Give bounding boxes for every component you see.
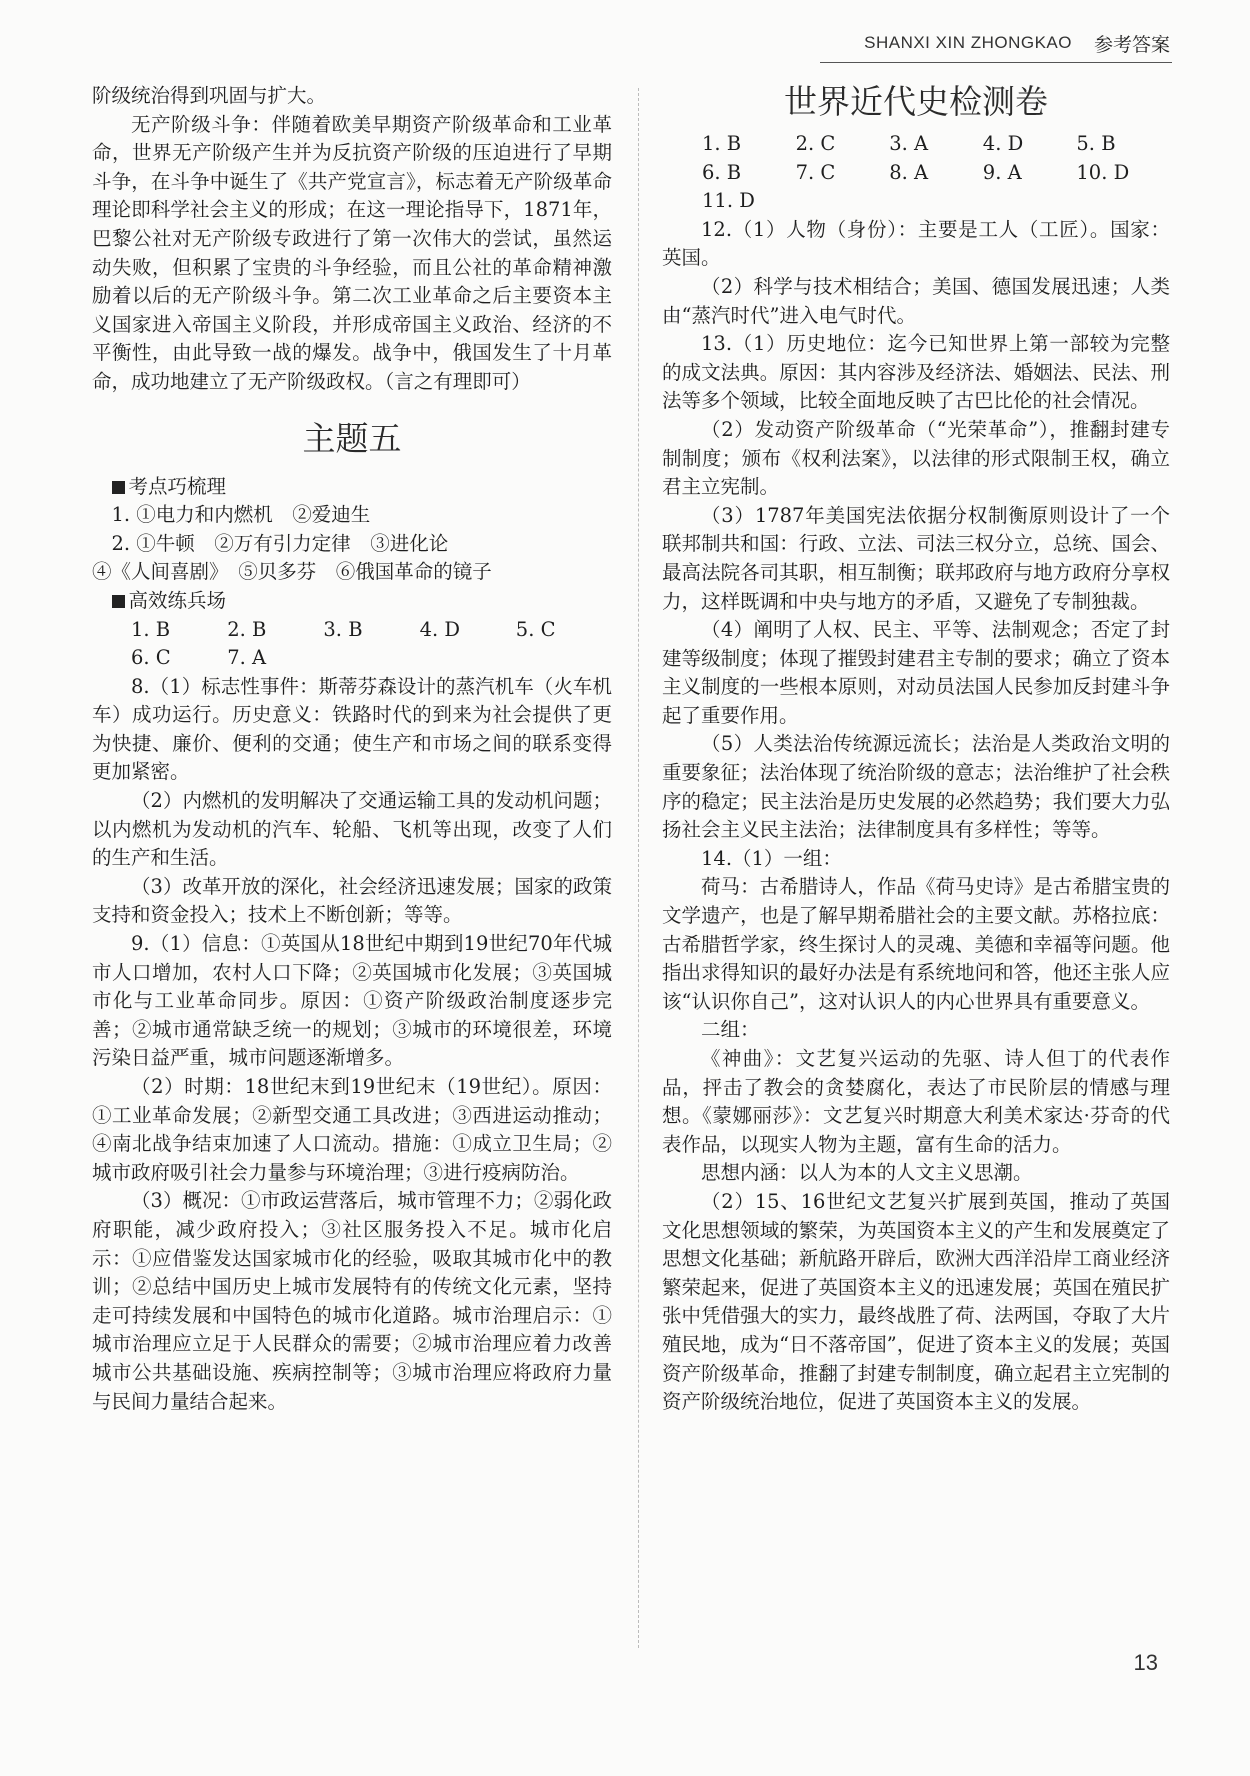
answer-k2b: ④《人间喜剧》 ⑤贝多芬 ⑥俄国革命的镜子 [92,560,492,584]
answer-q14-2: （2）15、16世纪文艺复兴扩展到英国，推动了英国文化思想领域的繁荣，为英国资本主义的产生和发展奠定了思想文化基础；新航路开辟后，欧洲大西洋沿岸工商业经济繁荣起来，促进了英国资本主义的迅速发展；英国在殖民扩张中凭借强大的实力，最终战胜了荷、法两国，夺取了大片殖民地，成为“日不落帝国”，促进了资本主义的发展；英国资产阶级革命，推翻了封建专制制度，确立起君主立宪制的资产阶级统治地位，促进了英国资本主义的发展。 [662,1189,1170,1414]
left-column [92,82,612,1416]
answer-q14-1: 14.（1）一组： [701,846,842,870]
mc-answer: 3. A [889,132,929,155]
paragraph-intro: 阶级统治得到巩固与扩大。 [92,84,327,107]
square-bullet-icon [112,595,125,608]
mc-answer: 7. C [795,160,836,184]
mc-answer: 6. B [702,160,742,184]
series-name: SHANXI XIN ZHONGKAO [864,33,1072,52]
page-number: 13 [1133,1650,1158,1675]
subheading-practice [92,587,612,616]
answer-q13-4: （4）阐明了人权、民主、平等、法制观念；否定了封建等级制度；体现了摧毁封建君主专制的要求；确立了资本主义制度的一些根本原则，对动员法国人民参加反封建斗争起了重要作用。 [662,618,1170,727]
mc-row-1 [662,130,1170,159]
answer-k2a: 2. ①牛顿 ②万有引力定律 ③进化论 [111,531,449,555]
mc-answer: 8. A [889,160,929,184]
subheading-review [92,473,612,502]
mc-answer: 5. C [515,617,556,641]
mc-answer: 3. B [323,617,363,641]
answer-q12-2: （2）科学与技术相结合；美国、德国发展迅速；人类由“蒸汽时代”进入电气时代。 [662,274,1170,327]
answer-q13-2: （2）发动资产阶级革命（“光荣革命”），推翻封建专制制度；颁布《权利法案》，以法律的形式限制王权，确立君主立宪制。 [662,417,1170,499]
answer-q14-group2: 二组： [701,1018,760,1042]
square-bullet-icon [112,481,125,494]
answer-q8-2: （2）内燃机的发明解决了交通运输工具的发动机问题；以内燃机为发动机的汽车、轮船、飞机等出现，改变了人们的生产和生活。 [92,789,612,870]
answer-q14-dante: 《神曲》：文艺复兴运动的先驱、诗人但丁的代表作品，抨击了教会的贪婪腐化，表达了市民阶层的情感与理想。《蒙娜丽莎》：文艺复兴时期意大利美术家达·芬奇的代表作品，以现实人物为主题，富有生命的活力。 [662,1047,1170,1156]
mc-answer: 1. B [702,132,742,155]
answer-q8-3: （3）改革开放的深化，社会经济迅速发展；国家的政策支持和资金投入；技术上不断创新；等等。 [92,874,612,927]
mc-answer: 6. C [131,646,171,670]
mc-answer: 5. B [1076,132,1116,155]
subheading-review-label: 考点巧梳理 [128,474,227,498]
answer-q9-1: 9.（1）信息：①英国从18世纪中期到19世纪70年代城市人口增加，农村人口下降；②英国城市化发展；③英国城市化与工业革命同步。原因：①资产阶级政治制度逐步完善；②城市通常缺乏统一的规划；③城市的环境很差，环境污染日益严重，城市问题逐渐增多。 [92,932,612,1070]
answer-q13-1: 13.（1）历史地位：迄今已知世界上第一部较为完整的成文法典。原因：其内容涉及经济法、婚姻法、民法、刑法等多个领域，比较全面地反映了古巴比伦的社会情况。 [662,332,1170,413]
mc-row-2 [662,159,1170,188]
answer-q13-5: （5）人类法治传统源远流长；法治是人类政治文明的重要象征；法治体现了统治阶级的意志；法治维护了社会秩序的稳定；民主法治是历史发展的必然趋势；我们要大力弘扬社会主义民主法治；法律制度具有多样性；等等。 [662,732,1170,842]
answer-q14-idea: 思想内涵：以人为本的人文主义思潮。 [701,1161,1033,1185]
mc-answer: 1. B [131,617,171,641]
mc-answer: 10. D [1076,160,1130,184]
right-column [662,82,1170,1417]
answer-q14-homer: 荷马：古希腊诗人，作品《荷马史诗》是古希腊宝贵的文学遗产，也是了解早期希腊社会的主要文献。苏格拉底：古希腊哲学家，终生探讨人的灵魂、美德和幸福等问题。他指出求得知识的最好办法是有系统地问和答，他还主张人应该“认识你自己”，这对认识人的内心世界具有重要意义。 [662,875,1170,1013]
answer-k1: 1. ①电力和内燃机 ②爱迪生 [111,503,371,527]
page-header [864,28,1170,58]
mc-answer: 2. C [795,132,836,155]
section-name: 参考答案 [1093,34,1170,56]
mc-answer: 2. B [227,617,267,641]
mc-row-1 [92,616,612,645]
answer-q12-1: 12.（1）人物（身份）：主要是工人（工匠）。国家：英国。 [662,217,1170,270]
answer-q9-3: （3）概况：①市政运营落后，城市管理不力；②弱化政府职能，减少政府投入；③社区服务投入不足。城市化启示：①应借鉴发达国家城市化的经验，吸取其城市化中的教训；②总结中国历史上城市发展特有的传统文化元素，坚持走可持续发展和中国特色的城市化道路。城市治理启示：①城市治理应立足于人民群众的需要；②城市治理应着力改善城市公共基础设施、疾病控制等；③城市治理应将政府力量与民间力量结合起来。 [92,1189,612,1413]
mc-row-2 [92,644,612,673]
watermark-mark: ​ [287,688,353,811]
theme-title: 主题五 [302,418,402,458]
header-rule [820,62,1172,63]
mc-answer-11: 11. D [702,189,755,213]
mc-answer: 7. A [227,646,267,670]
mc-answer: 9. A [982,160,1022,184]
answer-q8-1: 8.（1）标志性事件：斯蒂芬森设计的蒸汽机车（火车机车）成功运行。历史意义：铁路时代的到来为社会提供了更为快捷、廉价、便利的交通；使生产和市场之间的联系变得更加紧密。 [92,674,612,784]
mc-answer: 4. D [982,132,1024,155]
test-title: 世界近代史检测卷 [784,82,1048,121]
column-divider [638,88,639,1648]
paragraph-proletariat: 无产阶级斗争：伴随着欧美早期资产阶级革命和工业革命，世界无产阶级产生并为反抗资产阶级的压迫进行了早期斗争，在斗争中诞生了《共产党宣言》，标志着无产阶级革命理论即科学社会主义的形成；在这一理论指导下，1871年，巴黎公社对无产阶级专政进行了第一次伟大的尝试，虽然运动失败，但积累了宝贵的斗争经验，而且公社的革命精神激励着以后的无产阶级斗争。第二次工业革命之后主要资本主义国家进入帝国主义阶段，并形成帝国主义政治、经济的不平衡性，由此导致一战的爆发。战争中，俄国发生了十月革命，成功地建立了无产阶级政权。（言之有理即可） [92,112,612,393]
subheading-practice-label: 高效练兵场 [128,588,227,612]
answer-q13-3: （3）1787年美国宪法依据分权制衡原则设计了一个联邦制共和国：行政、立法、司法三权分立，总统、国会、最高法院各司其职，相互制衡；联邦政府与地方政府分享权力，这样既调和中央与地方的矛盾，又避免了专制独裁。 [662,503,1170,613]
mc-answer: 4. D [419,617,461,641]
answer-q9-2: （2）时期：18世纪末到19世纪末（19世纪）。原因：①工业革命发展；②新型交通工具改进；③西进运动推动；④南北战争结束加速了人口流动。措施：①成立卫生局；②城市政府吸引社会力量参与环境治理；③进行疫病防治。 [92,1075,612,1184]
